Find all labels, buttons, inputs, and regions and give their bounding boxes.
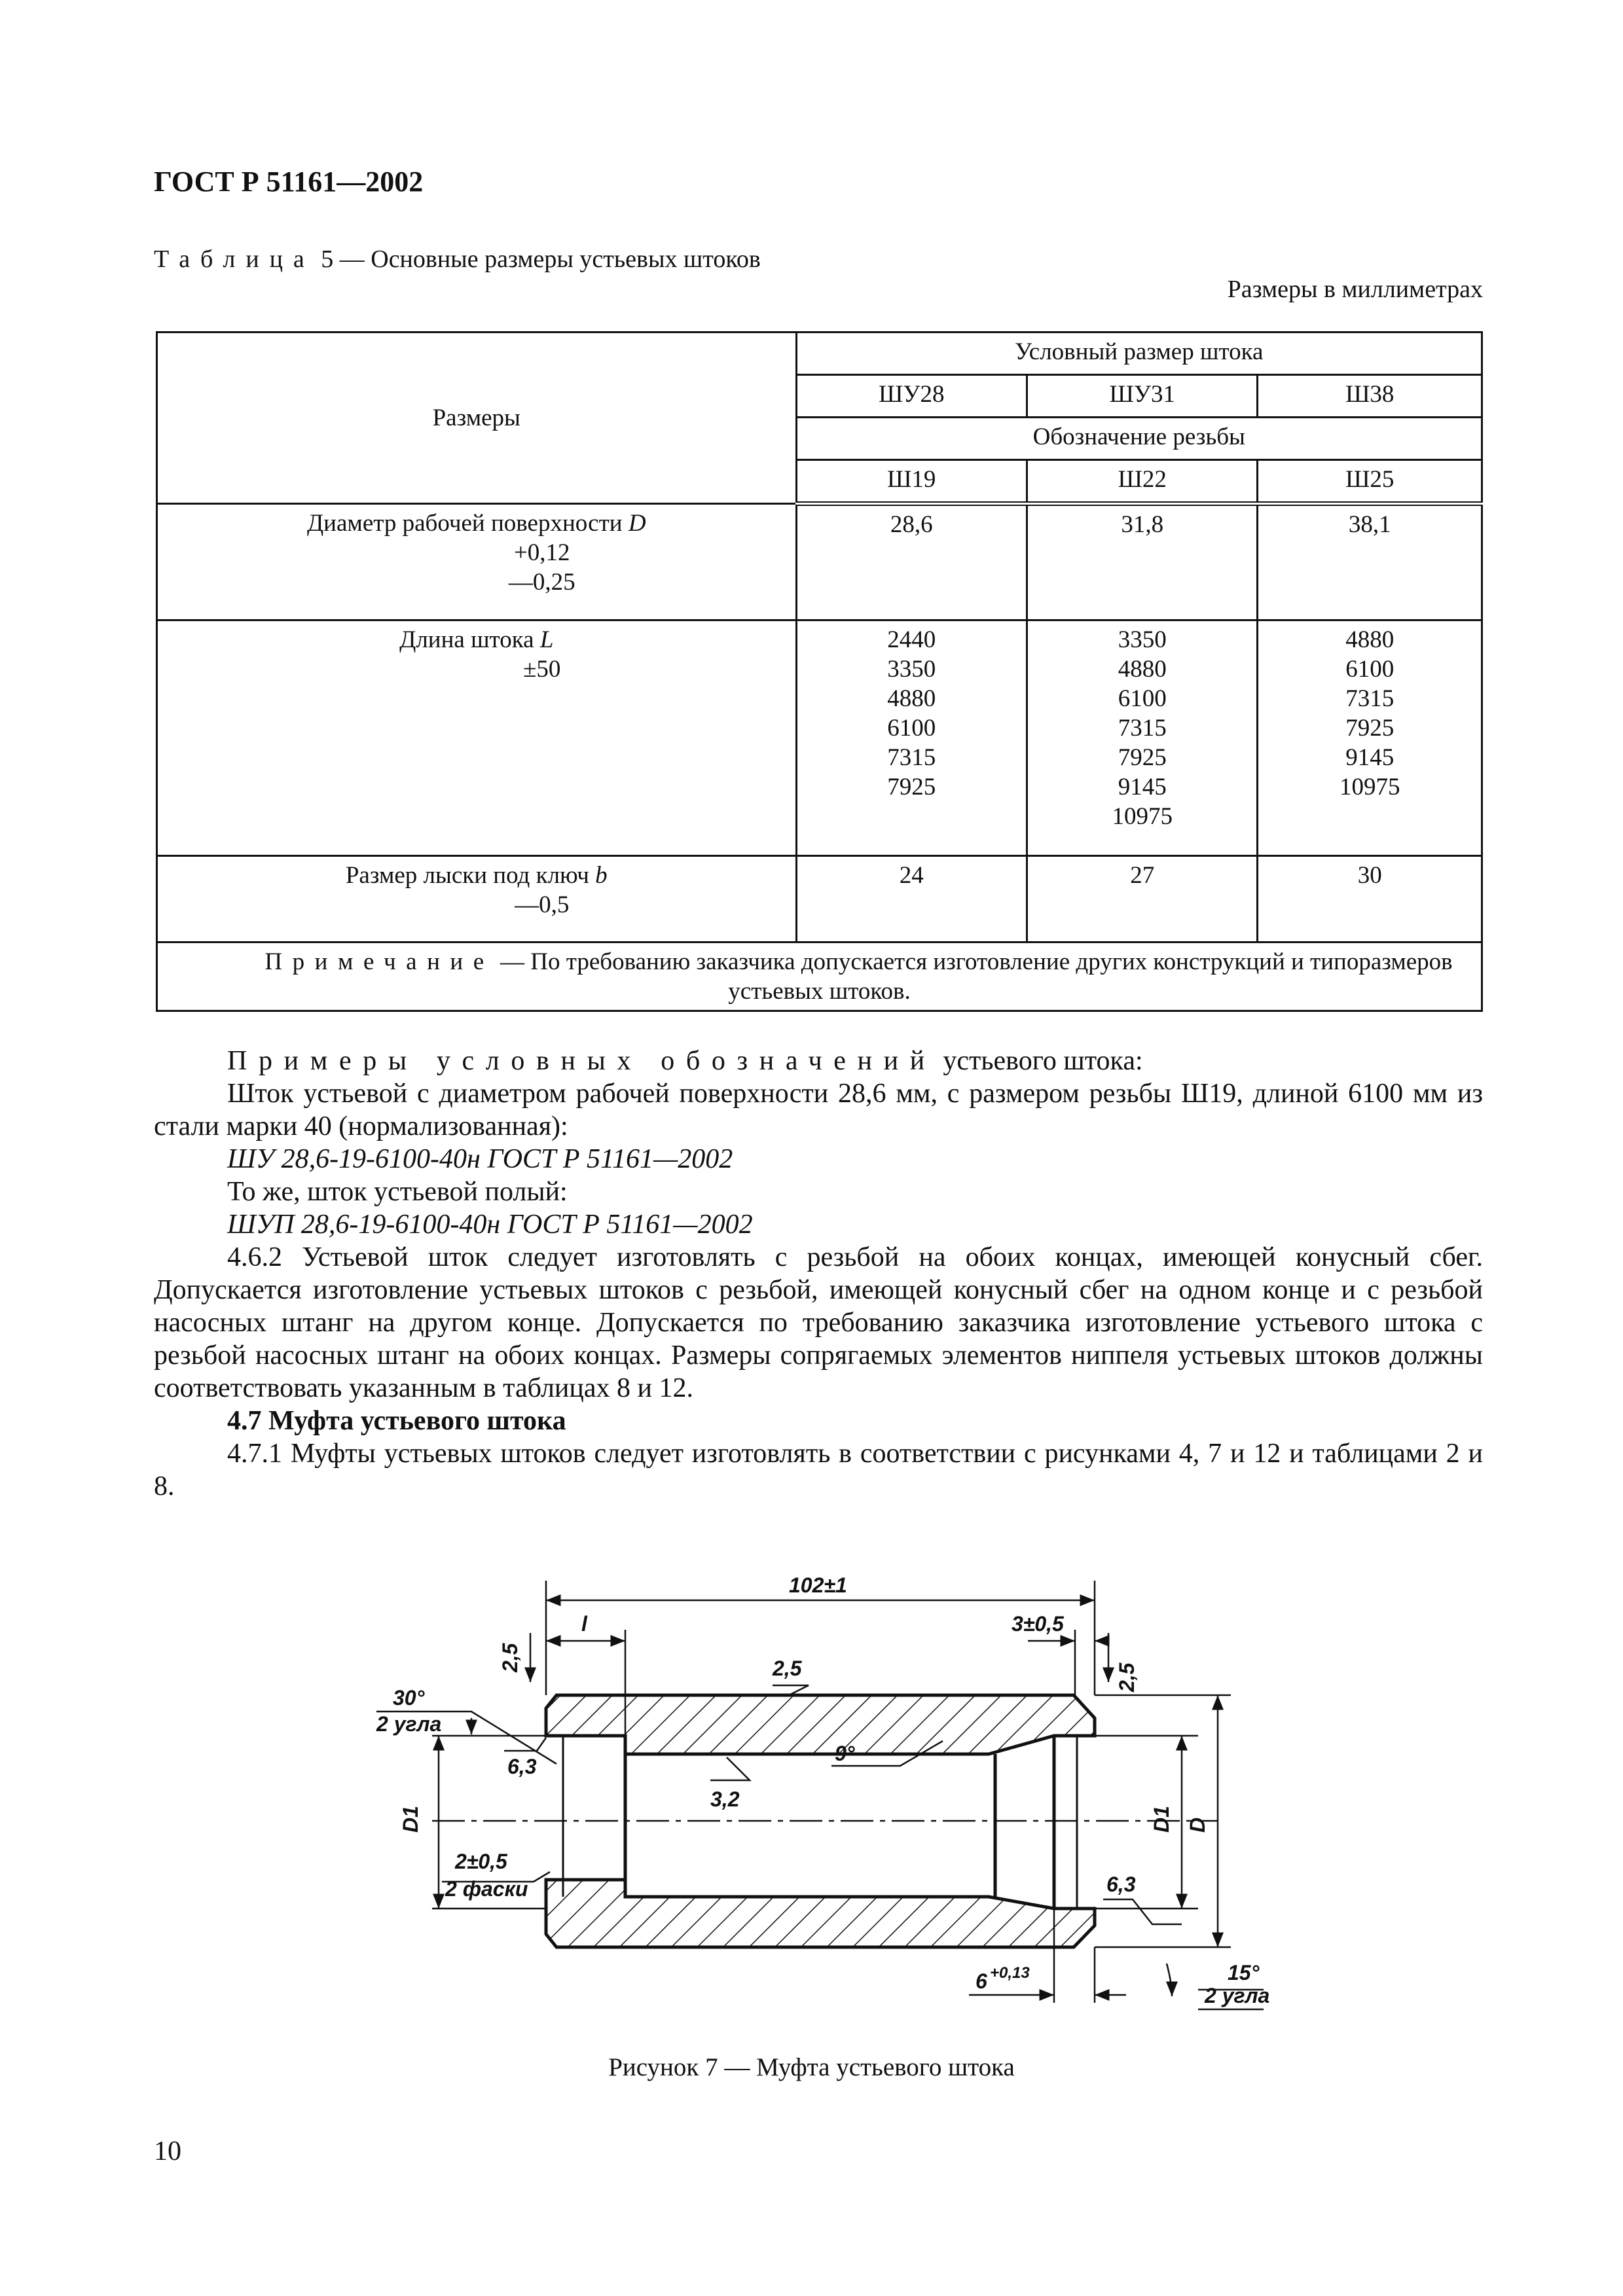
thread-cell: Ш25 [1258, 460, 1482, 504]
dim-D: D [1186, 1817, 1209, 1833]
angle-15: 15° [1228, 1961, 1260, 1984]
dim-D1-right: D1 [1150, 1806, 1173, 1833]
nominal-size-header: Условный размер штока [796, 332, 1482, 375]
nominal-size-cell: ШУ28 [796, 375, 1027, 418]
roughness-right: 6,3 [1106, 1873, 1136, 1896]
page-number: 10 [154, 2136, 181, 2166]
table-cell: 28,6 [796, 504, 1027, 620]
examples-heading: Примеры условных обозначений устьевого штока: [227, 1046, 1143, 1076]
table-cell: 2440 3350 4880 6100 7315 7925 [796, 620, 1027, 856]
table-cell: 4880 6100 7315 7925 9145 10975 [1258, 620, 1482, 856]
dim-six-tolerance: +0,13 [990, 1964, 1030, 1982]
example-2-text: То же, шток устьевой полый: [227, 1177, 568, 1207]
thread-cell: Ш22 [1027, 460, 1258, 504]
roughness-outer: 2,5 [773, 1657, 802, 1680]
table-cell: 24 [796, 856, 1027, 942]
thread-cell: Ш19 [796, 460, 1027, 504]
figure-caption: Рисунок 7 — Муфта устьевого штока [608, 2053, 1015, 2081]
dim-chamfer-2: 2±0,5 [455, 1850, 507, 1873]
row-label-length: Длина штока L ±50 [157, 620, 797, 856]
dim-total-length: 102±1 [789, 1573, 847, 1597]
angle-30: 30° [393, 1686, 425, 1710]
table-cell: 38,1 [1258, 504, 1482, 620]
note-label: Примечание [264, 948, 494, 975]
dim-chamfer-right: 3±0,5 [1012, 1612, 1064, 1636]
note-text: — По требованию заказчика допускается изготовление других конструкций и типоразмеров устьевых штоков. [494, 948, 1453, 1005]
paragraph-4-6-2: 4.6.2 Устьевой шток следует изготовлять с резьбой на обоих концах, имеющей конусный сбег. Допускается изготовление устьевых штоков с резьбой, имеющей конусный сбег на одном конце и с резьбой насосных штанг на другом конце. Допускается по требованию заказчика изготовление устьевого штока с резьбой насосных штанг на обоих концах. Размеры сопрягаемых элементов ниппеля устьевых штоков должны соответствовать указанным в таблицах 8 и 12. [154, 1242, 1483, 1403]
thread-header: Обозначение резьбы [796, 418, 1482, 460]
paragraph-4-7-1: 4.7.1 Муфты устьевых штоков следует изготовлять в соответствии с рисунками 4, 7 и 12 и таблицами 2 и 8. [154, 1439, 1483, 1501]
row-label-wrench-flat: Размер лыски под ключ b —0,5 [157, 856, 797, 942]
units-note: Размеры в миллиметрах [1227, 276, 1483, 303]
row-label-diameter: Диаметр рабочей поверхности D +0,12 —0,25 [157, 504, 797, 620]
document-header: ГОСТ Р 51161—2002 [154, 166, 424, 198]
coupling-wall-top [546, 1695, 1095, 1754]
dim-six: 6 [976, 1969, 987, 1993]
example-1-text: Шток устьевой с диаметром рабочей поверхности 28,6 мм, с размером резьбы Ш19, длиной 6100 мм из стали марки 40 (нормализованная): [154, 1079, 1483, 1141]
dim-D1-left: D1 [399, 1806, 422, 1833]
two-chamfers: 2 фаски [445, 1877, 528, 1901]
example-1-code: ШУ 28,6-19-6100-40н ГОСТ Р 51161—2002 [227, 1144, 733, 1174]
roughness-left: 6,3 [507, 1755, 537, 1778]
table-cell: 3350 4880 6100 7315 7925 9145 10975 [1027, 620, 1258, 856]
table-cell: 27 [1027, 856, 1258, 942]
roughness-bore: 3,2 [710, 1787, 740, 1811]
angle-9: 9° [835, 1742, 855, 1765]
nominal-size-cell: Ш38 [1258, 375, 1482, 418]
dim-chamfer-left-vertical: 2,5 [498, 1643, 522, 1672]
two-angles-left: 2 угла [376, 1712, 442, 1736]
table-cell: 30 [1258, 856, 1482, 942]
table-caption-text: 5 — Основные размеры устьевых штоков [314, 245, 761, 273]
example-2-code: ШУП 28,6-19-6100-40н ГОСТ Р 51161—2002 [227, 1210, 753, 1240]
coupling-wall-bottom [546, 1880, 1095, 1947]
two-angles-right: 2 угла [1205, 1984, 1270, 2007]
sizes-header: Размеры [157, 332, 797, 504]
table-caption-label: Таблица [154, 245, 315, 273]
dim-chamfer-right-vertical: 2,5 [1115, 1662, 1139, 1692]
dim-l: l [581, 1612, 587, 1636]
table-cell: 31,8 [1027, 504, 1258, 620]
nominal-size-cell: ШУ31 [1027, 375, 1258, 418]
section-4-7-title: 4.7 Муфта устьевого штока [227, 1406, 566, 1436]
